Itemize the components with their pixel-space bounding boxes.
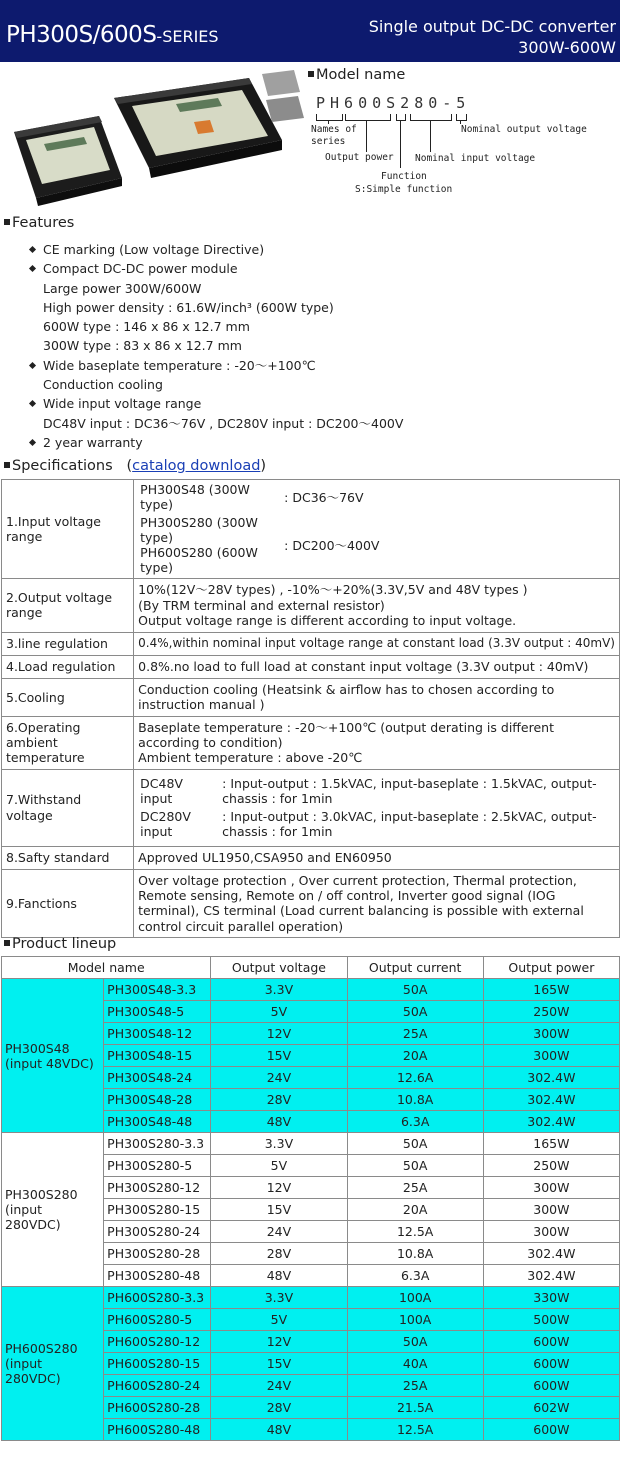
voltage-cell: 48V: [211, 1419, 347, 1441]
table-row: [2, 1287, 620, 1309]
current-cell: 12.6A: [347, 1067, 483, 1089]
current-cell: 25A: [347, 1177, 483, 1199]
spec-value: 10%(12V～28V types) , -10%～+20%(3.3V,5V and 48V types ) (By TRM terminal and external resistor) Output voltage range is different according to input voltage.: [134, 578, 620, 632]
current-cell: 100A: [347, 1309, 483, 1331]
group-name-cell: PH300S48 (input 48VDC): [2, 979, 104, 1133]
model-cell: PH300S280-48: [104, 1265, 211, 1287]
model-cell: PH300S48-28: [104, 1089, 211, 1111]
model-cell: PH300S48-3.3: [104, 979, 211, 1001]
model-cell: PH300S48-15: [104, 1045, 211, 1067]
input-voltage-subtable: PH300S48 (300W type) : DC36～76V PH300S280 (300W type) PH600S280 (600W type) : DC200～400V: [140, 482, 380, 576]
power-cell: 302.4W: [483, 1243, 619, 1265]
spec-row-line-regulation: [2, 632, 620, 655]
voltage-cell: 15V: [211, 1353, 347, 1375]
model-cell: PH600S280-3.3: [104, 1287, 211, 1309]
voltage-cell: 12V: [211, 1023, 347, 1045]
spec-value: Baseplate temperature : -20～+100℃ (output derating is different according to condition) Ambient temperature : above -20℃: [134, 716, 620, 769]
power-cell: 500W: [483, 1309, 619, 1331]
power-cell: 600W: [483, 1331, 619, 1353]
power-cell: 300W: [483, 1045, 619, 1067]
spec-row-output-voltage: [2, 578, 620, 632]
annotation-nominal-input: Nominal input voltage: [415, 153, 536, 164]
power-cell: 600W: [483, 1419, 619, 1441]
header-output-voltage: Output voltage: [211, 957, 347, 979]
voltage-cell: 3.3V: [211, 1287, 347, 1309]
model-cell: PH600S280-48: [104, 1419, 211, 1441]
feature-item: CE marking (Low voltage Directive): [30, 240, 620, 259]
group-name-cell: PH600S280 (input 280VDC): [2, 1287, 104, 1441]
power-cell: 600W: [483, 1375, 619, 1397]
spec-label: 1.Input voltage range: [2, 480, 134, 579]
current-cell: 12.5A: [347, 1419, 483, 1441]
model-cell: PH300S280-15: [104, 1199, 211, 1221]
power-cell: 300W: [483, 1199, 619, 1221]
current-cell: 100A: [347, 1287, 483, 1309]
spec-label: 7.Withstand voltage: [2, 769, 134, 846]
voltage-cell: 24V: [211, 1067, 347, 1089]
voltage-cell: 15V: [211, 1045, 347, 1067]
model-cell: PH300S280-3.3: [104, 1133, 211, 1155]
power-cell: 300W: [483, 1023, 619, 1045]
spec-row-withstand: [2, 769, 620, 846]
model-cell: PH300S48-5: [104, 1001, 211, 1023]
model-cell: PH600S280-28: [104, 1397, 211, 1419]
product-lineup-table: [1, 956, 620, 1441]
current-cell: 6.3A: [347, 1111, 483, 1133]
annotation-names-of-series: Names of series: [311, 124, 357, 147]
voltage-cell: 28V: [211, 1243, 347, 1265]
spec-row-load-regulation: [2, 655, 620, 678]
spec-label: 3.line regulation: [2, 632, 134, 655]
spec-label: 4.Load regulation: [2, 655, 134, 678]
subtitle-line1: Single output DC-DC converter: [368, 17, 616, 36]
model-code: PH600S280-5: [316, 94, 471, 112]
voltage-cell: 24V: [211, 1375, 347, 1397]
model-cell: PH600S280-24: [104, 1375, 211, 1397]
spec-value: Approved UL1950,CSA950 and EN60950: [134, 846, 620, 869]
series-title: PH300S/600S-SERIES: [6, 22, 219, 48]
annotation-nominal-output: Nominal output voltage: [461, 124, 587, 135]
voltage-cell: 5V: [211, 1309, 347, 1331]
feature-item: Wide input voltage range DC48V input : DC36～76V , DC280V input : DC200～400V: [30, 394, 620, 433]
specifications-heading: Specifications (catalog download): [4, 458, 266, 474]
spec-row-input-voltage: [2, 480, 620, 579]
model-cell: PH600S280-5: [104, 1309, 211, 1331]
current-cell: 50A: [347, 1133, 483, 1155]
current-cell: 50A: [347, 979, 483, 1001]
annotation-function-desc: S:Simple function: [355, 184, 453, 195]
power-cell: 250W: [483, 1001, 619, 1023]
current-cell: 10.8A: [347, 1089, 483, 1111]
voltage-cell: 5V: [211, 1001, 347, 1023]
features-list: [30, 240, 620, 452]
subtitle-line2: 300W-600W: [518, 38, 616, 57]
model-cell: PH300S280-28: [104, 1243, 211, 1265]
spec-row-cooling: [2, 678, 620, 716]
voltage-cell: 28V: [211, 1397, 347, 1419]
group-name-cell: PH300S280 (input 280VDC): [2, 1133, 104, 1287]
withstand-subtable: DC48V input : Input-output : 1.5kVAC, input-baseplate : 1.5kVAC, output-chassis : for 1min DC280V input : Input-output : 3.0kVAC, input-baseplate : 2.5kVAC, output-chassis : for 1min: [140, 776, 597, 840]
spec-row-safety: [2, 846, 620, 869]
current-cell: 21.5A: [347, 1397, 483, 1419]
power-cell: 165W: [483, 979, 619, 1001]
spec-row-operating-temp: [2, 716, 620, 769]
current-cell: 50A: [347, 1155, 483, 1177]
model-cell: PH600S280-15: [104, 1353, 211, 1375]
spec-value: Conduction cooling (Heatsink & airflow has to chosen according to instruction manual ): [134, 678, 620, 716]
power-cell: 165W: [483, 1133, 619, 1155]
model-cell: PH300S280-24: [104, 1221, 211, 1243]
current-cell: 50A: [347, 1331, 483, 1353]
power-cell: 330W: [483, 1287, 619, 1309]
specifications-table: [1, 479, 620, 938]
catalog-download-link[interactable]: catalog download: [132, 458, 261, 474]
voltage-cell: 48V: [211, 1265, 347, 1287]
leader-function: [400, 120, 401, 168]
spec-label: 5.Cooling: [2, 678, 134, 716]
feature-item: 2 year warranty: [30, 433, 620, 452]
current-cell: 6.3A: [347, 1265, 483, 1287]
voltage-cell: 15V: [211, 1199, 347, 1221]
power-cell: 302.4W: [483, 1089, 619, 1111]
current-cell: 25A: [347, 1375, 483, 1397]
power-cell: 300W: [483, 1177, 619, 1199]
header-output-current: Output current: [347, 957, 483, 979]
table-row: [2, 979, 620, 1001]
table-row: [2, 1133, 620, 1155]
bracket-function: [396, 114, 406, 121]
feature-item: Wide baseplate temperature : -20～+100℃ Conduction cooling: [30, 356, 620, 395]
power-cell: 302.4W: [483, 1067, 619, 1089]
current-cell: 12.5A: [347, 1221, 483, 1243]
spec-label: 6.Operating ambient temperature: [2, 716, 134, 769]
header-model-name: Model name: [2, 957, 211, 979]
power-cell: 300W: [483, 1221, 619, 1243]
header-output-power: Output power: [483, 957, 619, 979]
model-cell: PH300S280-5: [104, 1155, 211, 1177]
spec-label: 2.Output voltage range: [2, 578, 134, 632]
bracket-input: [410, 114, 452, 121]
voltage-cell: 12V: [211, 1177, 347, 1199]
model-cell: PH300S48-48: [104, 1111, 211, 1133]
model-name-heading: Model name: [308, 67, 405, 83]
current-cell: 20A: [347, 1199, 483, 1221]
model-cell: PH300S48-24: [104, 1067, 211, 1089]
spec-row-functions: [2, 869, 620, 937]
power-cell: 302.4W: [483, 1111, 619, 1133]
current-cell: 25A: [347, 1023, 483, 1045]
header-banner: [0, 0, 620, 62]
current-cell: 50A: [347, 1001, 483, 1023]
voltage-cell: 3.3V: [211, 1133, 347, 1155]
model-cell: PH300S280-12: [104, 1177, 211, 1199]
spec-value: Over voltage protection , Over current protection, Thermal protection, Remote sensing, Remote on / off control, Inverter good signal (IOG terminal), CS terminal (Load current balancing is possible with external control circuit parallel operation): [134, 869, 620, 937]
spec-value: 0.4%,within nominal input voltage range at constant load (3.3V output : 40mV): [134, 632, 620, 655]
features-heading: Features: [4, 215, 74, 231]
spec-label: 8.Safty standard: [2, 846, 134, 869]
leader-input: [430, 120, 431, 152]
current-cell: 40A: [347, 1353, 483, 1375]
power-cell: 600W: [483, 1353, 619, 1375]
model-cell: PH600S280-12: [104, 1331, 211, 1353]
current-cell: 20A: [347, 1045, 483, 1067]
lineup-header-row: [2, 957, 620, 979]
voltage-cell: 3.3V: [211, 979, 347, 1001]
voltage-cell: 5V: [211, 1155, 347, 1177]
product-lineup-heading: Product lineup: [4, 936, 116, 952]
bracket-series: [316, 114, 343, 121]
model-cell: PH300S48-12: [104, 1023, 211, 1045]
bracket-power: [345, 114, 391, 121]
product-photo: [4, 70, 304, 210]
annotation-output-power: Output power: [325, 152, 394, 163]
annotation-function: Function: [381, 171, 427, 182]
spec-label: 9.Fanctions: [2, 869, 134, 937]
voltage-cell: 12V: [211, 1331, 347, 1353]
voltage-cell: 28V: [211, 1089, 347, 1111]
spec-value: 0.8%.no load to full load at constant input voltage (3.3V output : 40mV): [134, 655, 620, 678]
bracket-output: [456, 114, 467, 121]
voltage-cell: 48V: [211, 1111, 347, 1133]
power-cell: 302.4W: [483, 1265, 619, 1287]
power-cell: 602W: [483, 1397, 619, 1419]
feature-item: Compact DC-DC power module Large power 300W/600W High power density : 61.6W/inch³ (600W type) 600W type : 146 x 86 x 12.7 mm 300W type : 83 x 86 x 12.7 mm: [30, 259, 620, 355]
voltage-cell: 24V: [211, 1221, 347, 1243]
power-cell: 250W: [483, 1155, 619, 1177]
current-cell: 10.8A: [347, 1243, 483, 1265]
